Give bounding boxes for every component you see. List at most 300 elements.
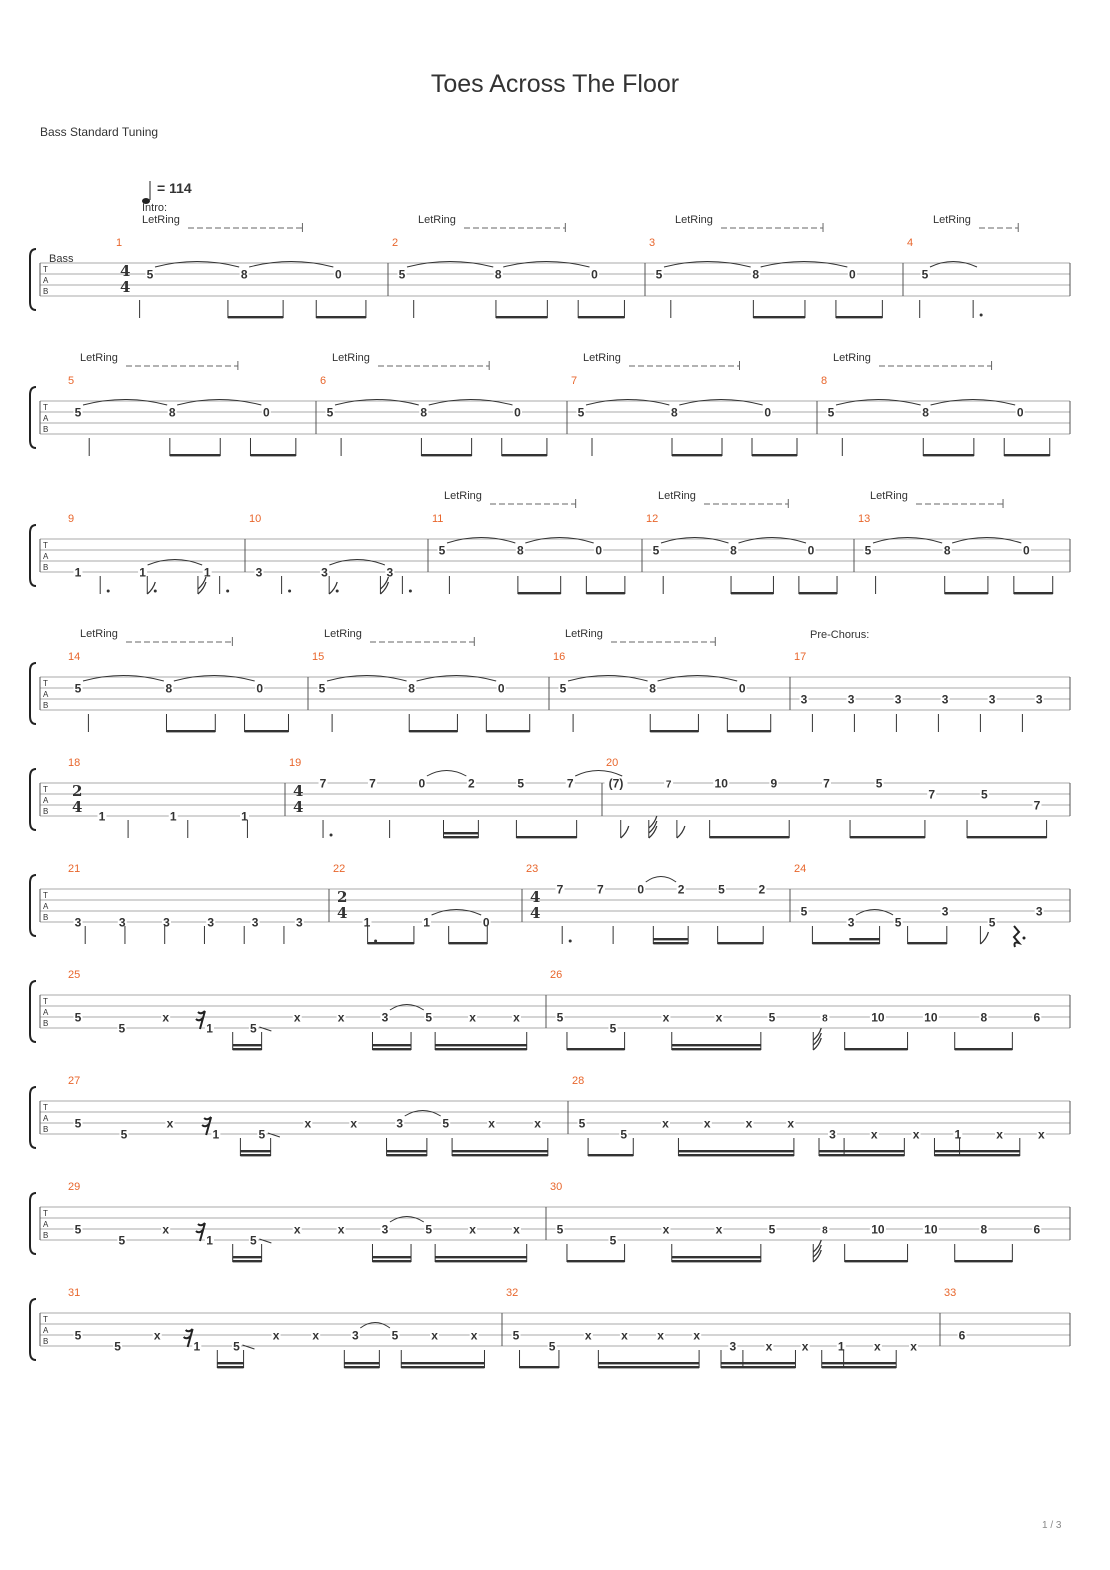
tie-arc (407, 262, 493, 268)
note-beam-secondary (401, 1362, 484, 1364)
tie-arc (568, 676, 648, 682)
note-beam (520, 1366, 559, 1368)
fret-number: 7 (319, 776, 327, 791)
fret-number: 7 (1033, 798, 1041, 813)
note-flag (980, 932, 988, 944)
fret-number: 1 (423, 915, 430, 930)
note-beam (444, 836, 479, 838)
fret-number: 8 (752, 267, 760, 282)
note-beam (166, 730, 215, 732)
tab-clef: B (43, 807, 49, 816)
tab-bar (649, 214, 903, 318)
tie-arc (427, 771, 466, 777)
note-beam (567, 1260, 625, 1262)
fret-number: 5 (74, 1010, 82, 1025)
bar-number: 20 (606, 757, 619, 769)
fret-number: 0 (514, 405, 521, 420)
bar-number: 23 (526, 863, 539, 875)
tab-clef: A (43, 552, 49, 561)
tie-arc (329, 560, 384, 566)
bar-number: 13 (858, 513, 871, 525)
dead-note: x (662, 1010, 670, 1025)
tab-system (30, 180, 1070, 318)
note-beam-secondary (233, 1256, 262, 1258)
fret-number: 5 (425, 1222, 433, 1237)
note-beam (945, 592, 988, 594)
tab-bar (68, 352, 316, 456)
note-beam (845, 1260, 908, 1262)
tab-clef: T (43, 265, 48, 274)
tie-arc (931, 400, 1016, 406)
tab-bar (333, 863, 522, 944)
bar-number: 7 (571, 375, 578, 387)
fret-number: 5 (74, 1222, 82, 1237)
time-signature-top: 2 (72, 782, 83, 800)
system-brace (30, 1299, 36, 1360)
fret-number: 5 (442, 1116, 450, 1131)
fret-number: 3 (800, 692, 808, 707)
note-beam (1004, 454, 1050, 456)
dead-note: x (272, 1328, 280, 1343)
fret-number: 6 (1033, 1010, 1041, 1025)
fret-number: 5 (768, 1010, 776, 1025)
rhythm-dot (336, 590, 339, 593)
fret-number: 7 (665, 779, 672, 791)
tie-arc (249, 262, 333, 268)
fret-number: 5 (800, 904, 808, 919)
tab-bar (68, 757, 285, 838)
dead-note: x (657, 1328, 664, 1343)
note-beam (233, 1048, 262, 1050)
note-beam (710, 836, 790, 838)
note-beam (752, 454, 797, 456)
note-beam (1014, 592, 1053, 594)
tab-clef: A (43, 1114, 49, 1123)
fret-number: 3 (988, 692, 996, 707)
tie-arc (83, 400, 167, 406)
rhythm-dot (107, 590, 110, 593)
dead-note: x (166, 1116, 174, 1131)
fret-number: 5 (425, 1010, 433, 1025)
fret-number: 2 (467, 776, 475, 791)
dead-note: x (662, 1116, 669, 1131)
tab-clef: A (43, 1220, 49, 1229)
bar-number: 31 (68, 1287, 81, 1299)
note-beam (721, 1366, 795, 1368)
letring-label: LetRing (332, 352, 370, 364)
bar-number: 30 (550, 1181, 563, 1193)
note-flag (198, 577, 206, 589)
tab-bar (116, 202, 388, 318)
tab-bar (68, 969, 546, 1050)
fret-number: 3 (1035, 904, 1043, 919)
fret-number: 3 (381, 1010, 389, 1025)
note-beam (836, 316, 882, 318)
fret-number: 0 (764, 405, 772, 420)
fret-number: 3 (255, 565, 263, 580)
system-brace (30, 981, 36, 1042)
system-brace (30, 387, 36, 448)
fret-number: 8 (165, 681, 173, 696)
dead-note: x (513, 1222, 520, 1237)
fret-number: 0 (418, 776, 426, 791)
time-signature-bottom: 4 (530, 904, 541, 922)
tab-clef: T (43, 679, 48, 688)
letring-label: LetRing (870, 490, 908, 502)
tab-clef: T (43, 403, 48, 412)
tab-clef: A (43, 414, 49, 423)
tab-bar (68, 513, 245, 594)
fret-number: 3 (163, 915, 170, 930)
note-beam-secondary (672, 1256, 761, 1258)
dead-note: x (874, 1339, 881, 1354)
tab-bar (312, 628, 549, 732)
time-signature-top: 4 (293, 782, 304, 800)
note-flag (813, 1240, 821, 1252)
tie-arc (952, 538, 1021, 544)
fret-number: 2 (677, 882, 685, 897)
fret-number: 1 (193, 1339, 201, 1354)
section-marker: Intro: (142, 202, 168, 214)
note-beam (421, 454, 471, 456)
bar-number: 24 (794, 863, 807, 875)
fret-number: 0 (262, 405, 270, 420)
bar-number: 29 (68, 1181, 81, 1193)
letring-label: LetRing (833, 352, 871, 364)
fret-number: 1 (139, 565, 146, 580)
tab-clef: A (43, 1326, 49, 1335)
dead-note: x (337, 1222, 345, 1237)
letring-label: LetRing (658, 490, 696, 502)
fret-number: 5 (556, 1222, 564, 1237)
letring-label: LetRing (565, 628, 603, 640)
fret-number: 3 (941, 904, 949, 919)
dead-note: x (703, 1116, 711, 1131)
fret-number: 6 (1033, 1222, 1041, 1237)
note-beam (850, 836, 925, 838)
fret-number: 7 (566, 776, 574, 791)
tie-arc (447, 538, 515, 544)
tab-bar (821, 352, 1070, 456)
fret-number: 0 (591, 267, 598, 282)
note-beam (435, 1260, 527, 1262)
fret-number: 5 (326, 405, 334, 420)
system-brace (30, 875, 36, 936)
note-beam (228, 316, 283, 318)
note-beam (496, 316, 547, 318)
fret-number: 3 (386, 565, 394, 580)
tie-arc (429, 400, 513, 406)
note-flag (621, 826, 629, 838)
tab-system (30, 1181, 1070, 1262)
note-beam (598, 1366, 699, 1368)
dead-note: x (162, 1010, 170, 1025)
bar-number: 32 (506, 1287, 519, 1299)
fret-number: 5 (74, 405, 82, 420)
fret-number: 5 (512, 1328, 520, 1343)
dead-note: x (715, 1222, 723, 1237)
dead-note: x (488, 1116, 495, 1131)
fret-number: 3 (295, 915, 303, 930)
fret-number: 7 (823, 776, 830, 791)
dead-note: x (870, 1127, 878, 1142)
system-brace (30, 769, 36, 830)
note-beam-secondary (934, 1150, 1019, 1152)
fret-number: 1 (98, 809, 106, 824)
tab-bar (68, 863, 329, 944)
bar-number: 1 (116, 237, 123, 249)
tab-clef: B (43, 287, 49, 296)
fret-number: 5 (559, 681, 567, 696)
tie-arc (739, 538, 807, 544)
note-beam (934, 1154, 1019, 1156)
fret-number: 5 (233, 1339, 240, 1354)
fret-number: 8 (670, 405, 678, 420)
sixteenth-rest (202, 1117, 211, 1135)
note-beam (672, 454, 722, 456)
tie-arc (390, 1005, 424, 1011)
rhythm-dot (980, 314, 983, 317)
fret-number: 5 (655, 267, 663, 282)
tab-bar (572, 1075, 1070, 1156)
note-beam (578, 316, 624, 318)
fret-number: 1 (954, 1127, 962, 1142)
fret-number: 5 (318, 681, 326, 696)
note-beam (812, 942, 879, 944)
bar-number: 17 (794, 651, 807, 663)
dead-note: x (996, 1127, 1003, 1142)
dead-note: x (787, 1116, 795, 1131)
fret-number: 5 (74, 681, 82, 696)
fret-number: 5 (988, 915, 996, 930)
fret-number: 0 (848, 267, 856, 282)
tab-bar (646, 490, 854, 594)
section-marker: Pre-Chorus: (810, 629, 870, 641)
bar-number: 12 (646, 513, 659, 525)
tab-system (30, 1075, 1070, 1156)
fret-number: 8 (980, 1010, 988, 1025)
fret-number: 1 (74, 565, 82, 580)
dead-note: x (912, 1127, 920, 1142)
dead-note: x (293, 1222, 301, 1237)
fret-number: 8 (408, 681, 415, 696)
fret-number: 5 (609, 1021, 617, 1036)
tab-clef: B (43, 913, 49, 922)
tab-bar (249, 513, 428, 594)
tab-bar (68, 628, 308, 732)
bar-number: 11 (432, 513, 444, 525)
fret-number: 7 (928, 787, 936, 802)
fret-number: 3 (941, 692, 949, 707)
sixteenth-rest (196, 1223, 205, 1241)
tie-arc (177, 400, 261, 406)
tab-clef: A (43, 276, 49, 285)
fret-number: 5 (609, 1233, 617, 1248)
tab-clef: B (43, 1019, 49, 1028)
fret-number: 5 (146, 267, 154, 282)
bar-number: 28 (572, 1075, 585, 1087)
tab-bar (605, 757, 1071, 838)
rhythm-dot (288, 590, 291, 593)
tie-arc (658, 676, 738, 682)
time-signature-bottom: 4 (337, 904, 348, 922)
dead-note: x (293, 1010, 301, 1025)
bar-number: 6 (320, 375, 327, 387)
note-beam-secondary (435, 1044, 527, 1046)
fret-number: 0 (1022, 543, 1030, 558)
bar-number: 5 (68, 375, 75, 387)
note-beam (908, 942, 947, 944)
letring-label: LetRing (80, 628, 118, 640)
note-beam (731, 592, 773, 594)
fret-number: 5 (391, 1328, 399, 1343)
fret-number: 10 (871, 1222, 885, 1237)
tab-bar (858, 490, 1070, 594)
tab-clef: B (43, 425, 49, 434)
fret-number: 5 (827, 405, 835, 420)
bar-number: 19 (289, 757, 302, 769)
note-beam-secondary (372, 1256, 411, 1258)
dead-note: x (745, 1116, 753, 1131)
tab-bar (553, 628, 790, 732)
fret-number: 0 (256, 681, 264, 696)
fret-number: 5 (921, 267, 929, 282)
tie-arc (360, 1323, 390, 1329)
fret-number: 7 (597, 882, 604, 897)
tab-clef: B (43, 1231, 49, 1240)
sixteenth-rest (184, 1329, 193, 1347)
fret-number: 5 (875, 776, 883, 791)
letring-label: LetRing (142, 214, 180, 226)
tie-arc (390, 1217, 424, 1223)
page-indicator: 1 / 3 (1042, 1520, 1062, 1531)
song-title: Toes Across The Floor (430, 70, 680, 98)
dead-note: x (765, 1339, 773, 1354)
fret-number: 3 (396, 1116, 404, 1131)
fret-number: 10 (924, 1222, 938, 1237)
fret-number: 7 (369, 776, 376, 791)
note-beam (955, 1048, 1013, 1050)
note-beam (387, 1154, 427, 1156)
tab-bar (550, 1181, 1070, 1262)
tie-arc (155, 262, 239, 268)
fret-number: 1 (206, 1021, 213, 1036)
fret-number: 0 (1016, 405, 1024, 420)
fret-number: 3 (381, 1222, 389, 1237)
note-beam (435, 1048, 527, 1050)
tab-bar (571, 352, 817, 456)
note-beam (955, 1260, 1013, 1262)
dead-note: x (1037, 1127, 1045, 1142)
fret-number: 10 (871, 1010, 885, 1025)
note-beam-secondary (672, 1044, 761, 1046)
tab-bar (68, 1075, 568, 1156)
note-beam (727, 730, 770, 732)
bar-number: 3 (649, 237, 656, 249)
note-beam (822, 1366, 896, 1368)
note-beam-secondary (435, 1256, 527, 1258)
fret-number: 5 (718, 882, 725, 897)
time-signature-top: 2 (337, 888, 348, 906)
fret-number: 5 (250, 1021, 257, 1036)
fret-number: 8 (730, 543, 737, 558)
fret-number: 5 (250, 1233, 257, 1248)
bar-number: 33 (944, 1287, 957, 1299)
time-signature-top: 4 (120, 262, 131, 280)
tab-system (30, 628, 1070, 732)
note-beam (217, 1366, 243, 1368)
fret-number: 1 (363, 915, 371, 930)
tab-bar (506, 1287, 940, 1368)
rhythm-dot (330, 834, 333, 837)
tab-clef: T (43, 997, 48, 1006)
bar-number: 26 (550, 969, 563, 981)
bar-number: 10 (249, 513, 262, 525)
note-flag (813, 1028, 821, 1040)
fret-number: 5 (120, 1127, 128, 1142)
dead-note: x (431, 1328, 438, 1343)
fret-number: 6 (958, 1328, 966, 1343)
note-beam (586, 592, 625, 594)
fret-number: 5 (864, 543, 872, 558)
tie-arc (503, 262, 589, 268)
tempo-label: = 114 (157, 180, 192, 196)
letring-label: LetRing (418, 214, 456, 226)
fret-number: 1 (169, 809, 177, 824)
fret-number: 5 (556, 1010, 564, 1025)
tie-arc (405, 1111, 441, 1117)
tab-clef: B (43, 701, 49, 710)
tie-arc (417, 676, 497, 682)
dead-note: x (469, 1010, 476, 1025)
note-beam-secondary (452, 1150, 548, 1152)
tie-arc (83, 676, 164, 682)
note-beam (967, 836, 1047, 838)
note-beam (672, 1260, 761, 1262)
system-brace (30, 249, 36, 310)
tie-arc (432, 910, 482, 916)
note-beam (240, 1154, 270, 1156)
rhythm-dot (1023, 937, 1026, 940)
note-beam (486, 730, 529, 732)
tab-bar (550, 969, 1070, 1050)
tie-arc (525, 538, 593, 544)
note-beam (452, 1154, 548, 1156)
note-beam-secondary (344, 1362, 379, 1364)
fret-number: 8 (494, 267, 502, 282)
fret-number: 3 (847, 915, 855, 930)
bar-number: 2 (392, 237, 399, 249)
tab-bar (289, 757, 622, 838)
rhythm-dot (569, 940, 572, 943)
dead-note: x (513, 1010, 520, 1025)
fret-number: 5 (620, 1127, 628, 1142)
tuning-label: Bass Standard Tuning (40, 125, 159, 139)
bar-number: 25 (68, 969, 81, 981)
fret-number: 8 (420, 405, 428, 420)
fret-number: 3 (894, 692, 902, 707)
note-beam-secondary (849, 938, 879, 940)
note-beam (799, 592, 837, 594)
fret-number: 3 (251, 915, 259, 930)
tie-arc (327, 676, 407, 682)
note-beam-secondary (233, 1044, 262, 1046)
time-signature-top: 4 (530, 888, 541, 906)
tab-clef: A (43, 690, 49, 699)
tab-system (30, 863, 1070, 947)
system-brace (30, 663, 36, 724)
tie-arc (148, 560, 203, 566)
